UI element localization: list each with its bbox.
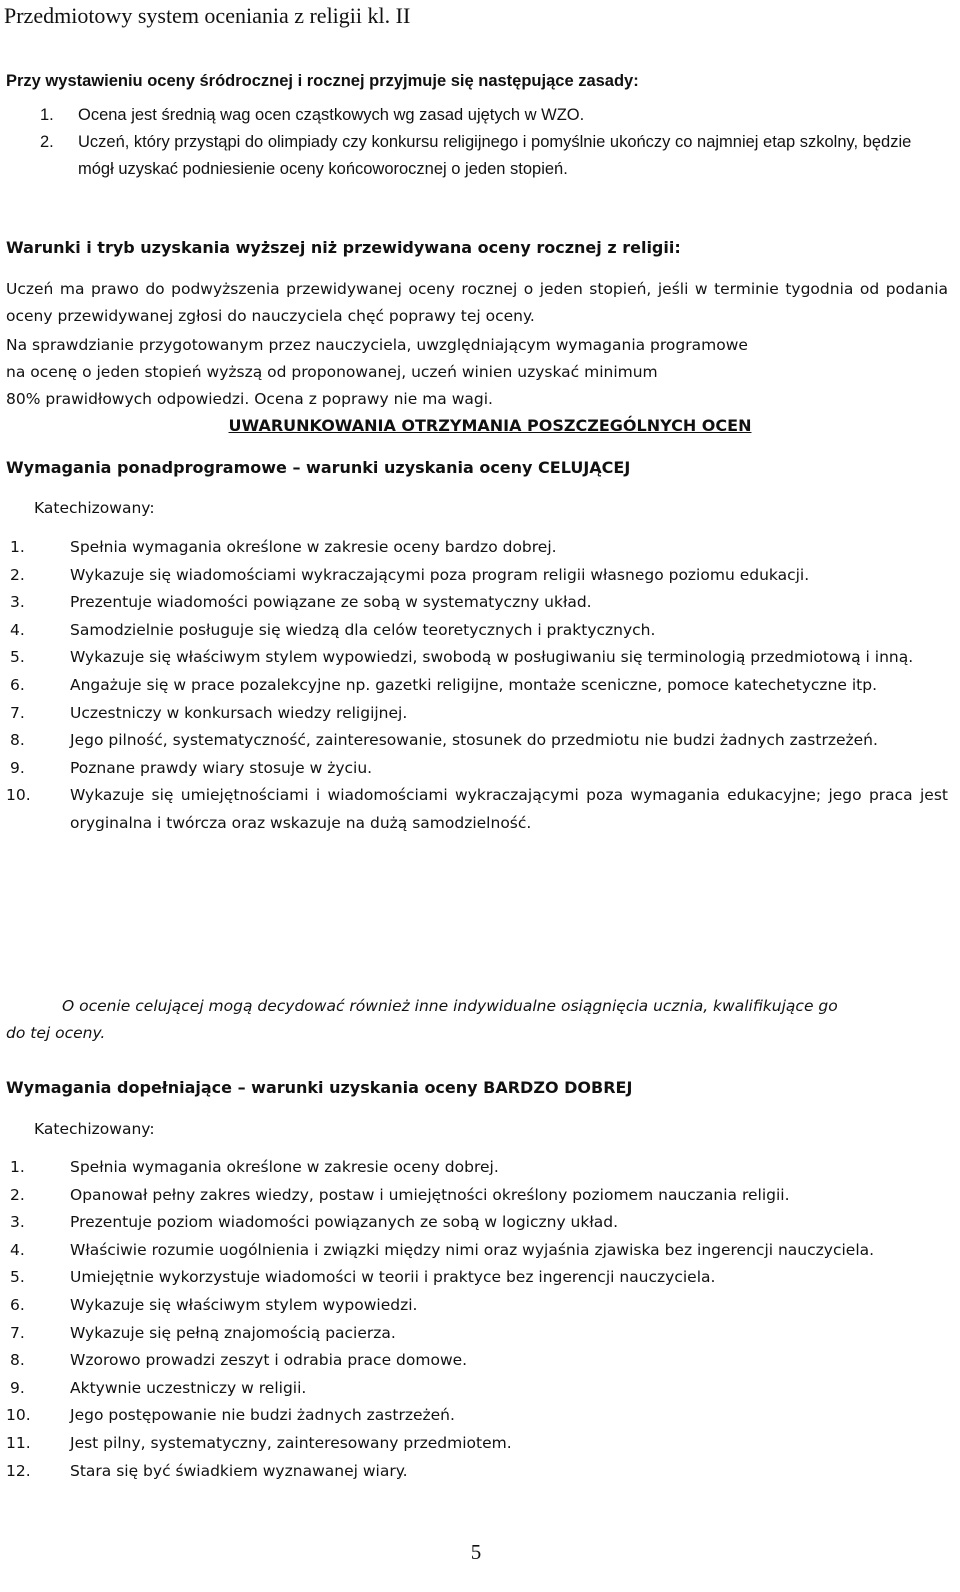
list-item bbox=[6, 755, 948, 783]
list-item-number: 12. bbox=[6, 1461, 31, 1480]
list-item-number: 2. bbox=[40, 133, 54, 151]
list-item bbox=[6, 589, 948, 617]
list-item-text: Jego pilność, systematyczność, zainteresowanie, stosunek do przedmiotu nie budzi żadnych zastrzeżeń. bbox=[70, 731, 878, 750]
list-item bbox=[6, 727, 948, 755]
list-item-text: Samodzielnie posługuje się wiedzą dla celów teoretycznych i praktycznych. bbox=[70, 620, 656, 639]
list-item bbox=[6, 1154, 948, 1182]
higher-grade-conditions-heading: Warunki i tryb uzyskania wyższej niż przewidywana oceny rocznej z religii: bbox=[6, 238, 681, 257]
list-item bbox=[6, 534, 948, 562]
list-item-number: 10. bbox=[6, 786, 31, 805]
document-title: Przedmiotowy system oceniania z religii kl. II bbox=[4, 3, 411, 28]
very-good-grade-heading: Wymagania dopełniające – warunki uzyskania oceny BARDZO DOBREJ bbox=[6, 1078, 633, 1097]
list-item bbox=[6, 782, 948, 837]
very-good-katechizowany-label: Katechizowany: bbox=[34, 1120, 155, 1138]
list-item bbox=[6, 102, 950, 129]
list-item-text: Wzorowo prowadzi zeszyt i odrabia prace domowe. bbox=[70, 1351, 468, 1370]
list-item bbox=[6, 1182, 948, 1210]
list-item-number: 2. bbox=[10, 1185, 25, 1204]
list-item-number: 10. bbox=[6, 1406, 31, 1425]
list-item-number: 2. bbox=[10, 565, 25, 584]
list-item-text: Spełnia wymagania określone w zakresie oceny dobrej. bbox=[70, 1158, 499, 1176]
list-item bbox=[6, 700, 948, 728]
list-item-number: 9. bbox=[10, 758, 25, 777]
list-item-text: Jego postępowanie nie budzi żadnych zastrzeżeń. bbox=[70, 1406, 455, 1425]
list-item-number: 1. bbox=[40, 106, 54, 124]
exam-paragraph-line: 80% prawidłowych odpowiedzi. Ocena z poprawy nie ma wagi. bbox=[6, 390, 493, 408]
list-item bbox=[6, 1458, 948, 1486]
list-item-text: Stara się być świadkiem wyznawanej wiary. bbox=[70, 1461, 408, 1480]
list-item-number: 4. bbox=[10, 620, 25, 639]
list-item-text: Właściwie rozumie uogólnienia i związki między nimi oraz wyjaśnia zjawiska bez ingerencji nauczyciela. bbox=[70, 1240, 875, 1259]
list-item bbox=[6, 644, 948, 672]
list-item-text: Wykazuje się pełną znajomością pacierza. bbox=[70, 1323, 396, 1342]
list-item bbox=[6, 1347, 948, 1375]
list-item-number: 11. bbox=[6, 1433, 31, 1452]
excellent-grade-heading: Wymagania ponadprogramowe – warunki uzyskania oceny CELUJĄCEJ bbox=[6, 458, 631, 477]
list-item-number: 3. bbox=[10, 1213, 25, 1232]
excellent-grade-note bbox=[6, 993, 952, 1047]
list-item bbox=[6, 1264, 948, 1292]
list-item-number: 8. bbox=[10, 1351, 25, 1370]
list-item-text: Opanował pełny zakres wiedzy, postaw i umiejętności określony poziomem nauczania religii. bbox=[70, 1185, 790, 1204]
list-item-number: 5. bbox=[10, 1268, 25, 1287]
page-number: 5 bbox=[470, 1540, 482, 1564]
list-item-number: 7. bbox=[10, 703, 25, 722]
list-item bbox=[6, 672, 948, 700]
list-item bbox=[6, 562, 948, 590]
list-item bbox=[6, 129, 950, 183]
list-item-text: Prezentuje wiadomości powiązane ze sobą w systematyczny układ. bbox=[70, 593, 592, 612]
list-item-text: Uczestniczy w konkursach wiedzy religijnej. bbox=[70, 703, 408, 722]
note-line: O ocenie celującej mogą decydować również inne indywidualne osiągnięcia ucznia, kwalifikujące go bbox=[62, 997, 838, 1015]
list-item bbox=[6, 617, 948, 645]
list-item-number: 3. bbox=[10, 593, 25, 612]
list-item-number: 9. bbox=[10, 1378, 25, 1397]
list-item-text: Wykazuje się właściwym stylem wypowiedzi. bbox=[70, 1295, 418, 1314]
list-item-text: Uczeń, który przystąpi do olimpiady czy konkursu religijnego i pomyślnie ukończy co najmniej etap szkolny, będzie mógł uzyskać podniesienie oceny końcoworocznej o jeden stopień. bbox=[78, 133, 912, 178]
list-item-text: Poznane prawdy wiary stosuje w życiu. bbox=[70, 758, 373, 777]
list-item bbox=[6, 1292, 948, 1320]
excellent-katechizowany-label: Katechizowany: bbox=[34, 499, 155, 517]
list-item-number: 1. bbox=[10, 1158, 25, 1176]
grading-rules-list bbox=[6, 102, 956, 183]
list-item-text: Wykazuje się umiejętnościami i wiadomościami wykraczającymi poza wymagania edukacyjne; jego praca jest oryginalna i twórcza oraz wskazuje na dużą samodzielność. bbox=[70, 786, 948, 832]
exam-paragraph bbox=[6, 332, 948, 413]
list-item-text: Jest pilny, systematyczny, zainteresowany przedmiotem. bbox=[70, 1433, 512, 1452]
very-good-requirements-list bbox=[6, 1154, 948, 1485]
list-item bbox=[6, 1402, 948, 1430]
exam-paragraph-line: na ocenę o jeden stopień wyższą od proponowanej, uczeń winien uzyskać minimum bbox=[6, 363, 658, 381]
list-item-text: Angażuje się w prace pozalekcyjne np. gazetki religijne, montaże sceniczne, pomoce katechetyczne itp. bbox=[70, 675, 878, 694]
higher-grade-paragraph: Uczeń ma prawo do podwyższenia przewidywanej oceny rocznej o jeden stopień, jeśli w terminie tygodnia od podania oceny przewidywanej zgłosi do nauczyciela chęć poprawy tej oceny. bbox=[6, 280, 948, 325]
exam-paragraph-line: Na sprawdzianie przygotowanym przez nauczyciela, uwzględniającym wymagania programowe bbox=[6, 336, 748, 354]
list-item-text: Wykazuje się właściwym stylem wypowiedzi, swobodą w posługiwaniu się terminologią przedmiotową i inną. bbox=[70, 648, 914, 667]
list-item-number: 6. bbox=[10, 1295, 25, 1314]
list-item bbox=[6, 1209, 948, 1237]
grading-rules-heading: Przy wystawieniu oceny śródrocznej i rocznej przyjmuje się następujące zasady: bbox=[6, 72, 639, 90]
list-item-number: 8. bbox=[10, 731, 25, 750]
note-line: do tej oceny. bbox=[6, 1024, 106, 1042]
list-item bbox=[6, 1237, 948, 1265]
grade-conditions-heading: UWARUNKOWANIA OTRZYMANIA POSZCZEGÓLNYCH OCEN bbox=[228, 416, 752, 435]
list-item-text: Prezentuje poziom wiadomości powiązanych ze sobą w logiczny układ. bbox=[70, 1213, 619, 1232]
list-item-text: Umiejętnie wykorzystuje wiadomości w teorii i praktyce bez ingerencji nauczyciela. bbox=[70, 1268, 716, 1287]
list-item-text: Wykazuje się wiadomościami wykraczającymi poza program religii własnego poziomu edukacji. bbox=[70, 565, 810, 584]
list-item-number: 7. bbox=[10, 1323, 25, 1342]
excellent-requirements-list bbox=[6, 534, 948, 838]
list-item-text: Spełnia wymagania określone w zakresie oceny bardzo dobrej. bbox=[70, 538, 557, 556]
list-item-number: 5. bbox=[10, 648, 25, 667]
list-item-number: 1. bbox=[10, 538, 25, 556]
list-item bbox=[6, 1375, 948, 1403]
list-item-text: Ocena jest średnią wag ocen cząstkowych wg zasad ujętych w WZO. bbox=[78, 106, 585, 124]
list-item bbox=[6, 1430, 948, 1458]
grading-rules-section bbox=[6, 68, 956, 183]
list-item-text: Aktywnie uczestniczy w religii. bbox=[70, 1378, 307, 1397]
list-item-number: 6. bbox=[10, 675, 25, 694]
list-item bbox=[6, 1320, 948, 1348]
list-item-number: 4. bbox=[10, 1240, 25, 1259]
